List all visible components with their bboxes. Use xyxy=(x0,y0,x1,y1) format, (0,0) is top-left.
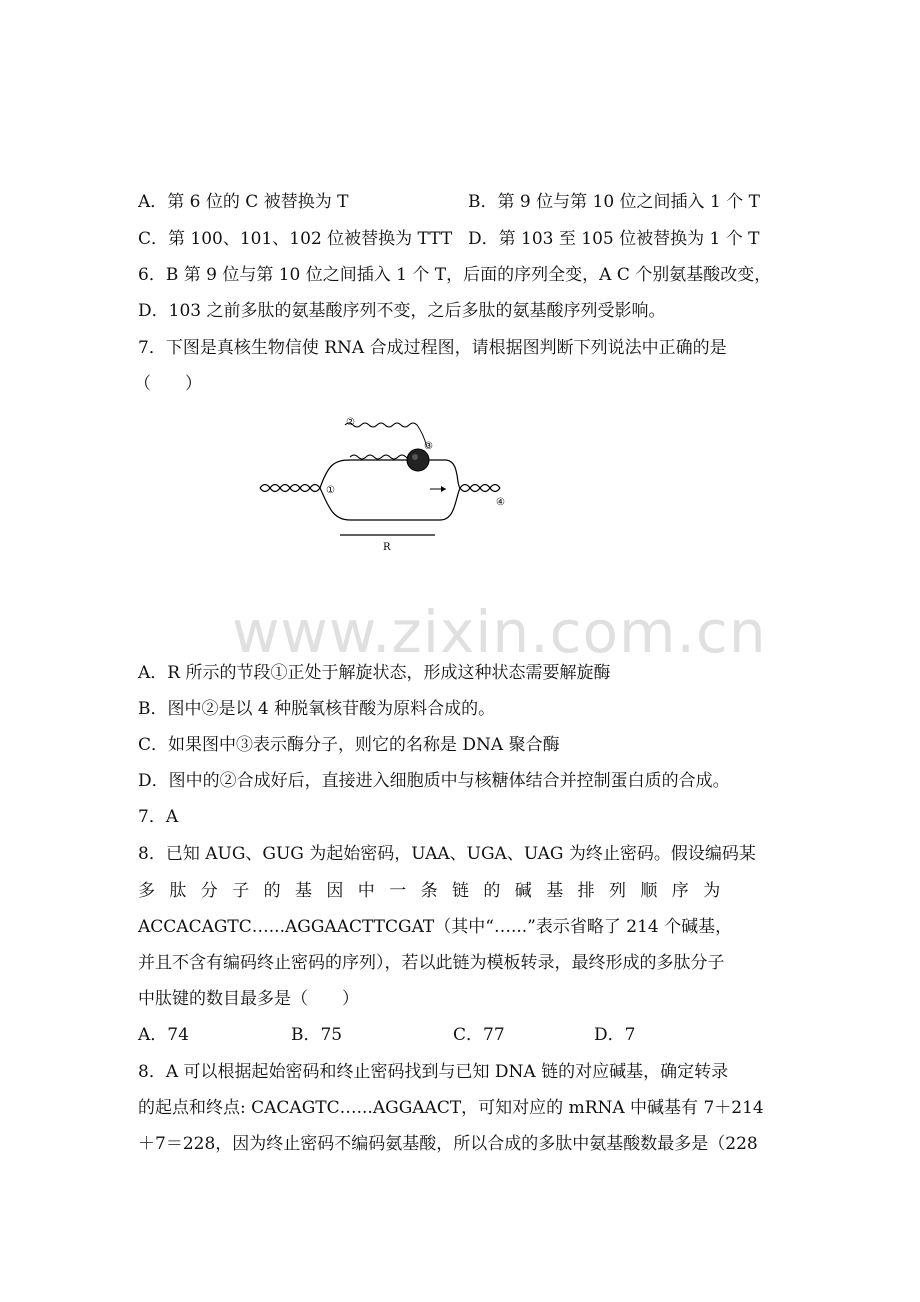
q7-option-b: B．图中②是以 4 种脱氧核苷酸为原料合成的。 xyxy=(138,699,496,719)
q8-stem-line-1: 8．已知 AUG、GUG 为起始密码，UAA、UGA、UAG 为终止密码。假设编码某 xyxy=(138,844,756,864)
left-helix-strand-b xyxy=(260,485,320,492)
mrna-strand xyxy=(345,423,427,447)
q8-answer-line-2: 的起点和终点: CACAGTC…...AGGAACT，可知对应的 mRNA 中碱基有 7＋214 xyxy=(138,1098,764,1118)
q6-answer-line-2: D．103 之前多肽的氨基酸序列不变，之后多肽的氨基酸序列受影响。 xyxy=(138,301,666,321)
q7-answer-paren: （ ） xyxy=(134,374,202,394)
transcription-diagram xyxy=(250,405,530,555)
label-circled-one: ① xyxy=(326,485,335,496)
q7-option-c: C．如果图中③表示酶分子，则它的名称是 DNA 聚合酶 xyxy=(138,735,560,755)
q8-stem-line-5: 中肽键的数目最多是（ ） xyxy=(138,989,359,1009)
direction-arrowhead xyxy=(441,486,446,492)
q8-option-b: B．75 xyxy=(291,1025,343,1045)
right-helix-strand-b xyxy=(460,485,500,492)
enzyme-texture xyxy=(412,454,418,460)
q7-option-a: A．R 所示的节段①正处于解旋状态，形成这种状态需要解旋酶 xyxy=(138,663,611,683)
q5-option-c: C．第 100、101、102 位被替换为 TTT xyxy=(138,229,453,249)
label-r: R xyxy=(383,542,391,553)
q5-option-b: B．第 9 位与第 10 位之间插入 1 个 T xyxy=(468,192,760,212)
q5-option-d: D．第 103 至 105 位被替换为 1 个 T xyxy=(468,229,760,249)
label-circled-four: ④ xyxy=(496,497,505,508)
q7-answer: 7．A xyxy=(138,807,179,827)
q7-option-d: D．图中的②合成好后，直接进入细胞质中与核糖体结合并控制蛋白质的合成。 xyxy=(138,771,730,791)
q8-stem-line-4: 并且不含有编码终止密码的序列），若以此链为模板转录，最终形成的多肽分子 xyxy=(138,953,725,973)
q8-option-a: A．74 xyxy=(138,1025,189,1045)
q8-option-d: D．7 xyxy=(594,1025,636,1045)
bubble-lower-strand xyxy=(320,488,460,520)
q6-answer-line-1: 6．B 第 9 位与第 10 位之间插入 1 个 T，后面的序列全变，A C 个别氨基酸改变， xyxy=(138,265,772,285)
q8-answer-line-1: 8．A 可以根据起始密码和终止密码找到与已知 DNA 链的对应碱基，确定转录 xyxy=(138,1062,729,1082)
q8-option-c: C．77 xyxy=(453,1025,505,1045)
enzyme-circle xyxy=(407,449,429,471)
q5-option-a: A．第 6 位的 C 被替换为 T xyxy=(138,192,349,212)
bubble-upper-strand xyxy=(320,460,460,488)
q8-answer-line-3: ＋7＝228，因为终止密码不编码氨基酸，所以合成的多肽中氨基酸数最多是（228 xyxy=(138,1134,758,1154)
label-circled-three: ③ xyxy=(424,441,433,452)
q8-stem-line-2: 多肽分子的基因中一条链的碱基排列顺序为 xyxy=(138,881,735,901)
watermark-text: www.zixin.com.cn xyxy=(232,598,767,666)
label-circled-two: ② xyxy=(346,417,355,428)
q7-stem: 7．下图是真核生物信使 RNA 合成过程图，请根据图判断下列说法中正确的是 xyxy=(138,338,727,358)
q8-stem-line-3: ACCACAGTC…...AGGAACTTCGAT（其中“…...”表示省略了 214 个碱基， xyxy=(138,917,733,937)
